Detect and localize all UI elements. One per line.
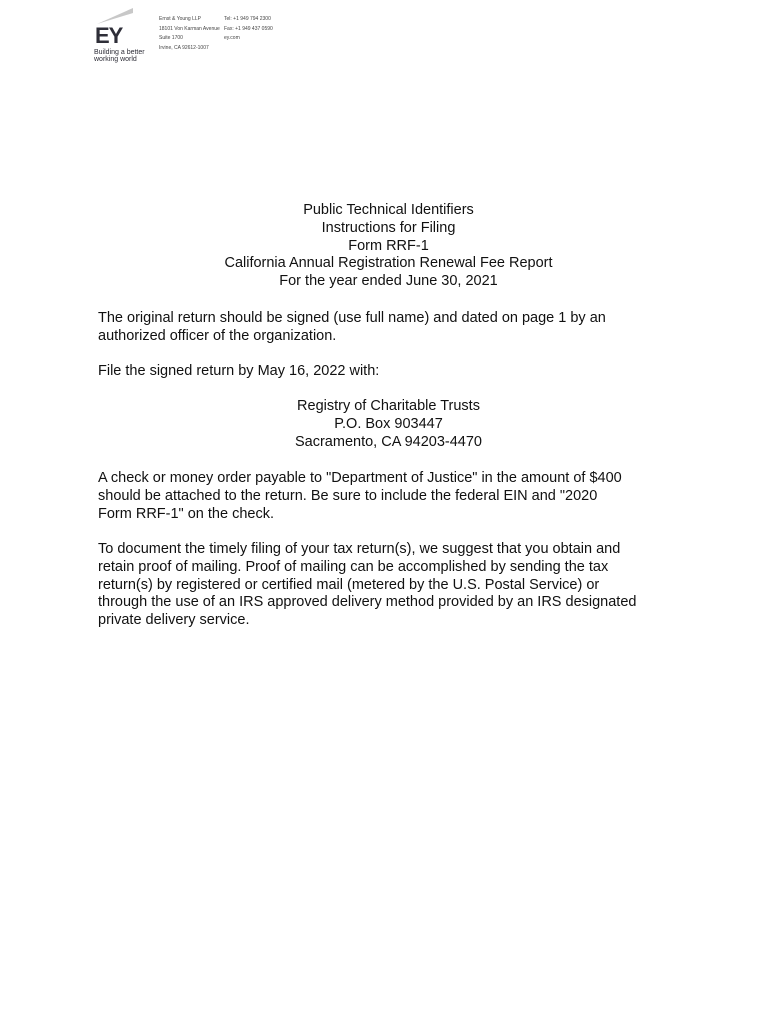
office-street: 18101 Von Karman Avenue <box>159 25 220 32</box>
ey-logo-mark: EY <box>95 23 123 48</box>
office-suite: Suite 1700 <box>159 35 183 41</box>
mailing-address <box>0 398 770 451</box>
paragraph-line: authorized officer of the organization. <box>98 327 337 344</box>
office-fax: Fax: +1 949 437 0590 <box>224 25 273 32</box>
paragraph-line: Form RRF-1" on the check. <box>98 505 274 522</box>
document-title <box>0 202 770 291</box>
paragraph-line: should be attached to the return. Be sure to include the federal EIN and "2020 <box>98 487 598 504</box>
paragraph-line: To document the timely filing of your tax return(s), we suggest that you obtain and <box>98 541 621 557</box>
title-period: For the year ended June 30, 2021 <box>279 273 498 290</box>
office-address <box>159 15 220 53</box>
paragraph-line: File the signed return by May 16, 2022 with: <box>98 363 380 379</box>
address-po-box: P.O. Box 903447 <box>334 415 443 432</box>
ey-logo-tagline <box>94 49 154 63</box>
office-tel: Tel: +1 949 794 2300 <box>224 16 271 22</box>
file-by-paragraph <box>98 363 678 381</box>
office-website: ey.com <box>224 35 240 41</box>
signing-paragraph <box>98 310 678 346</box>
office-name: Ernst & Young LLP <box>159 16 201 22</box>
paragraph-line: private delivery service. <box>98 612 250 629</box>
tagline-line: working world <box>94 56 137 63</box>
payment-paragraph <box>98 470 678 523</box>
paragraph-line: The original return should be signed (use full name) and dated on page 1 by an <box>98 310 606 326</box>
title-report: California Annual Registration Renewal Fee Report <box>224 255 553 272</box>
tagline-line: Building a better <box>94 49 145 56</box>
office-contact <box>224 15 273 44</box>
paragraph-line: through the use of an IRS approved delivery method provided by an IRS designated <box>98 594 637 611</box>
paragraph-line: return(s) by registered or certified mail (metered by the U.S. Postal Service) or <box>98 576 600 593</box>
address-city: Sacramento, CA 94203-4470 <box>294 433 482 450</box>
address-recipient: Registry of Charitable Trusts <box>297 398 480 414</box>
title-company: Public Technical Identifiers <box>303 202 474 218</box>
title-form: Form RRF-1 <box>348 237 429 254</box>
office-city: Irvine, CA 92612-1007 <box>159 44 209 51</box>
paragraph-line: retain proof of mailing. Proof of mailing can be accomplished by sending the tax <box>98 558 609 575</box>
paragraph-line: A check or money order payable to "Department of Justice" in the amount of $400 <box>98 470 622 486</box>
ey-logo <box>93 4 149 64</box>
title-instructions: Instructions for Filing <box>321 219 456 236</box>
proof-of-mailing-paragraph <box>98 541 678 630</box>
